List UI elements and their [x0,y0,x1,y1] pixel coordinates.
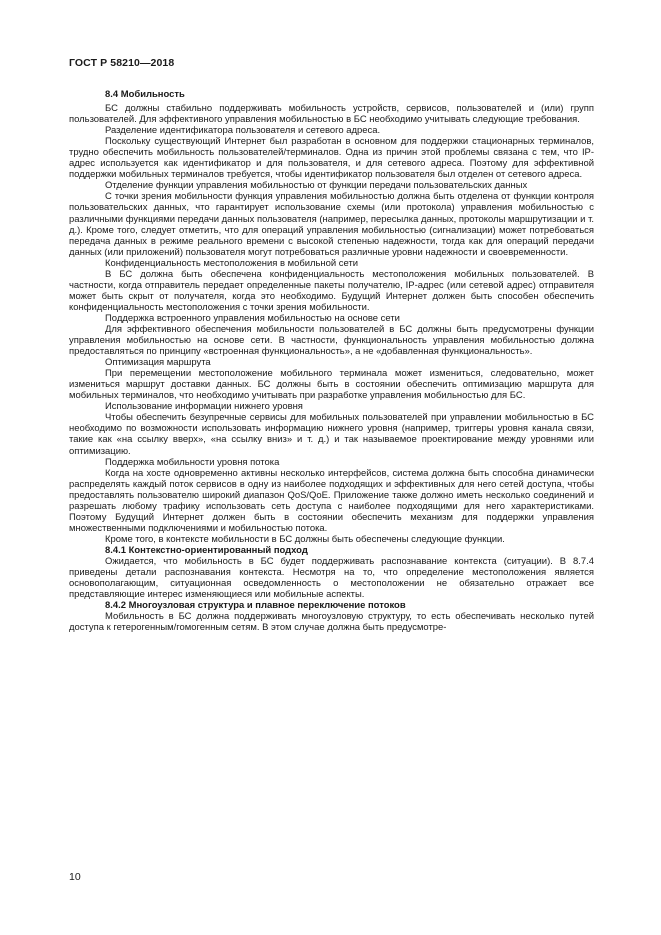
paragraph: Отделение функции управления мобильностью от функции передачи пользовательских данных [105,180,528,192]
paragraph: Конфиденциальность местоположения в мобильной сети [105,257,359,269]
paragraph: Мобильность в БС должна поддерживать многоузловую структуру, то есть обеспечивать несколько путей доступа к гетерогенным/гомогенным сетям. В этом случае должна быть предусмотре- [69,611,594,634]
paragraph: Для эффективного обеспечения мобильности пользователей в БС должны быть предусмотрены функции управления мобильностью на основе сети. В частности, функциональность управления мобильностью должна предоставляться по принципу «встроенная функциональность», а не «добавленная функциональность». [69,323,594,358]
paragraph: Поддержка мобильности уровня потока [105,456,280,468]
subsection-heading: 8.4.1 Контекстно-ориентированный подход [105,544,308,556]
paragraph: Оптимизация маршрута [105,357,211,369]
page-body [69,89,594,633]
paragraph: Разделение идентификатора пользователя и сетевого адреса. [105,125,381,137]
paragraph: Ожидается, что мобильность в БС будет поддерживать распознавание контекста (ситуации). В 8.7.4 приведены детали распознавания контекста. Несмотря на то, что определение местоположения является основополагающим, ситуационная осведомленность о местоположении не обязательно отражает все представляющие интерес изменяющиеся или мобильные аспекты. [69,555,594,601]
paragraph: При перемещении местоположение мобильного терминала может измениться, следовательно, может измениться маршрут доставки данных. БС должны быть в состоянии обеспечить оптимизацию маршрута для мобильных терминалов, что необходимо учитывать при разработке управления мобильностью для БС. [69,368,594,402]
paragraph: Поскольку существующий Интернет был разработан в основном для поддержки стационарных терминалов, трудно обеспечить мобильность пользователей/терминалов. Одна из причин этой проблемы связана с тем, что IP-адрес используется как идентификатор и для пользователя, и для сетевого адреса. Поэтому для эффективной поддержки мобильных терминалов требуется, чтобы идентификатор пользователя был отделен от сетевого адреса. [69,136,594,181]
paragraph: БС должны стабильно поддерживать мобильность устройств, сервисов, пользователей и (или) групп пользователей. Для эффективного управления мобильностью в БС необходимо учитывать следующие требования. [69,103,594,126]
page-number: 10 [69,871,81,883]
paragraph: Поддержка встроенного управления мобильностью на основе сети [105,312,400,324]
paragraph: Использование информации нижнего уровня [105,401,303,413]
paragraph: Чтобы обеспечить безупречные сервисы для мобильных пользователей при управлении мобильностью в БС необходимо по возможности использовать информацию нижнего уровня (например, триггеры уровня канала связи, такие как «на ссылку вверх», «на ссылку вниз» и т. д.) и так называемое проектирование между уровнями или оптимизацию. [69,412,594,457]
paragraph: Кроме того, в контексте мобильности в БС должны быть обеспечены следующие функции. [105,533,505,545]
subsection-heading: 8.4.2 Многоузловая структура и плавное переключение потоков [105,600,406,612]
document-header: ГОСТ Р 58210—2018 [69,57,175,69]
section-heading: 8.4 Мобильность [105,89,185,100]
paragraph: С точки зрения мобильности функция управления мобильностью должна быть отделена от функции контроля пользовательских данных, что гарантирует использование схемы (или протокола) управления мобильностью с различными функциями передачи данных пользователя (например, пересылка данных, протоколы маршрутизации и т. д.). Кроме того, следует отметить, что для операций управления мобильностью (сигнализации) может потребоваться передача данных в режиме реального времени с высокой степенью надежности, тогда как для операций передачи данных (или приложений) пользователя могут потребоваться различные уровни надежности и своевременности. [69,191,594,258]
paragraph: Когда на хосте одновременно активны несколько интерфейсов, система должна быть способна динамически распределять каждый поток сервисов в одну из наиболее подходящих и эффективных для него сетей доступа, чтобы предоставлять пользователю широкий диапазон QoS/QoE. Приложение также должно иметь несколько соединений и разрешать любому трафику использовать сеть доступа с наиболее подходящими для него характеристиками. Поэтому Будущий Интернет должен быть в состоянии обеспечить механизм для поддержки управления множественными подключениями и мобильностью потока. [69,467,594,534]
paragraph: В БС должна быть обеспечена конфиденциальность местоположения мобильных пользователей. В частности, когда отправитель передает определенные пакеты получателю, IP-адрес (или сетевой адрес) отправителя может быть скрыт от получателя, когда это необходимо. Будущий Интернет должен быть способен обеспечить конфиденциальность местоположения с точки зрения мобильности. [69,268,594,313]
